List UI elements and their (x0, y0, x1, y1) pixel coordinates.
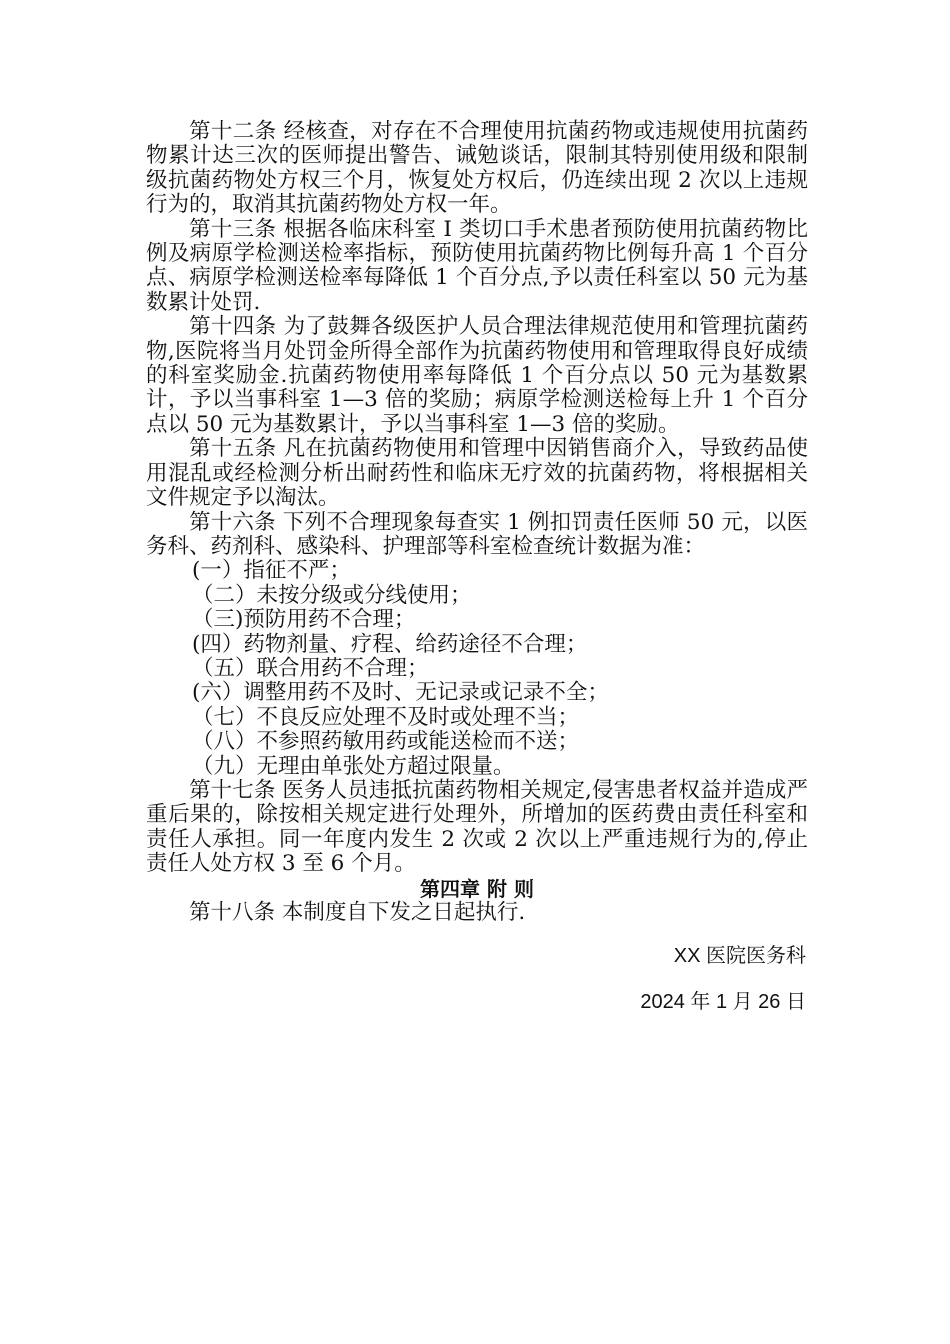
list-item: （五）联合用药不合理； (192, 655, 429, 681)
list-item: （七）不良反应处理不及时或处理不当； (192, 704, 580, 730)
signature-organization: XX 医院医务科 (673, 945, 806, 968)
list-item: (六）调整用药不及时、无记录或记录不全； (192, 680, 609, 706)
list-item: （二）未按分级或分线使用； (192, 582, 472, 608)
signature-date: 2024 年 1 月 26 日 (640, 991, 806, 1014)
article-15: 第十五条 凡在抗菌药物使用和管理中因销售商介入，导致药品使用混乱或经检测分析出耐药性和临床无疗效的抗菌药物，将根据相关文件规定予以淘汰。 (146, 436, 808, 511)
article-16: 第十六条 下列不合理现象每查实 1 例扣罚责任医师 50 元，以医务科、药剂科、感染科、护理部等科室检查统计数据为准： (146, 509, 808, 559)
list-item: （九）无理由单张处方超过限量。 (192, 753, 515, 779)
list-item: （八）不参照药敏用药或能送检而不送； (192, 729, 580, 755)
article-18: 第十八条 本制度自下发之日起执行. (189, 900, 526, 925)
document-page (146, 120, 808, 1014)
article-17: 第十七条 医务人员违抵抗菌药物相关规定,侵害患者权益并造成严重后果的，除按相关规定进行处理外，所增加的医药费由责任科室和责任人承担。同一年度内发生 2 次或 2 次以上严重违规行为的,停止责任人处方权 3 至 6 个月。 (146, 777, 808, 877)
article-12: 第十二条 经核查，对存在不合理使用抗菌药物或违规使用抗菌药物累计达三次的医师提出警告、诫勉谈话，限制其特别使用级和限制级抗菌药物处方权三个月，恢复处方权后，仍连续出现 2 次以上违规行为的，取消其抗菌药物处方权一年。 (146, 119, 808, 218)
chapter-title: 第四章 附 则 (420, 876, 534, 901)
article-13: 第十三条 根据各临床科室 I 类切口手术患者预防使用抗菌药物比例及病原学检测送检率指标，预防使用抗菌药物比例每升高 1 个百分点、病原学检测送检率每降低 1 个百分点,予以责任科室以 50 元为基数累计处罚. (146, 216, 808, 315)
list-item: (四）药物剂量、疗程、给药途径不合理； (192, 631, 588, 657)
violation-list (146, 559, 808, 779)
list-item: （三)预防用药不合理； (192, 607, 416, 633)
article-14: 第十四条 为了鼓舞各级医护人员合理法律规范使用和管理抗菌药物,医院将当月处罚金所得全部作为抗菌药物使用和管理取得良好成绩的科室奖励金.抗菌药物使用率每降低 1 个百分点以 50 元为基数累计，予以当事科室 1—3 倍的奖励；病原学检测送检每上升 1 个百分点以 50 元为基数累计，予以当事科室 1—3 倍的奖励。 (146, 314, 808, 437)
list-item: (一）指征不严； (192, 558, 351, 584)
